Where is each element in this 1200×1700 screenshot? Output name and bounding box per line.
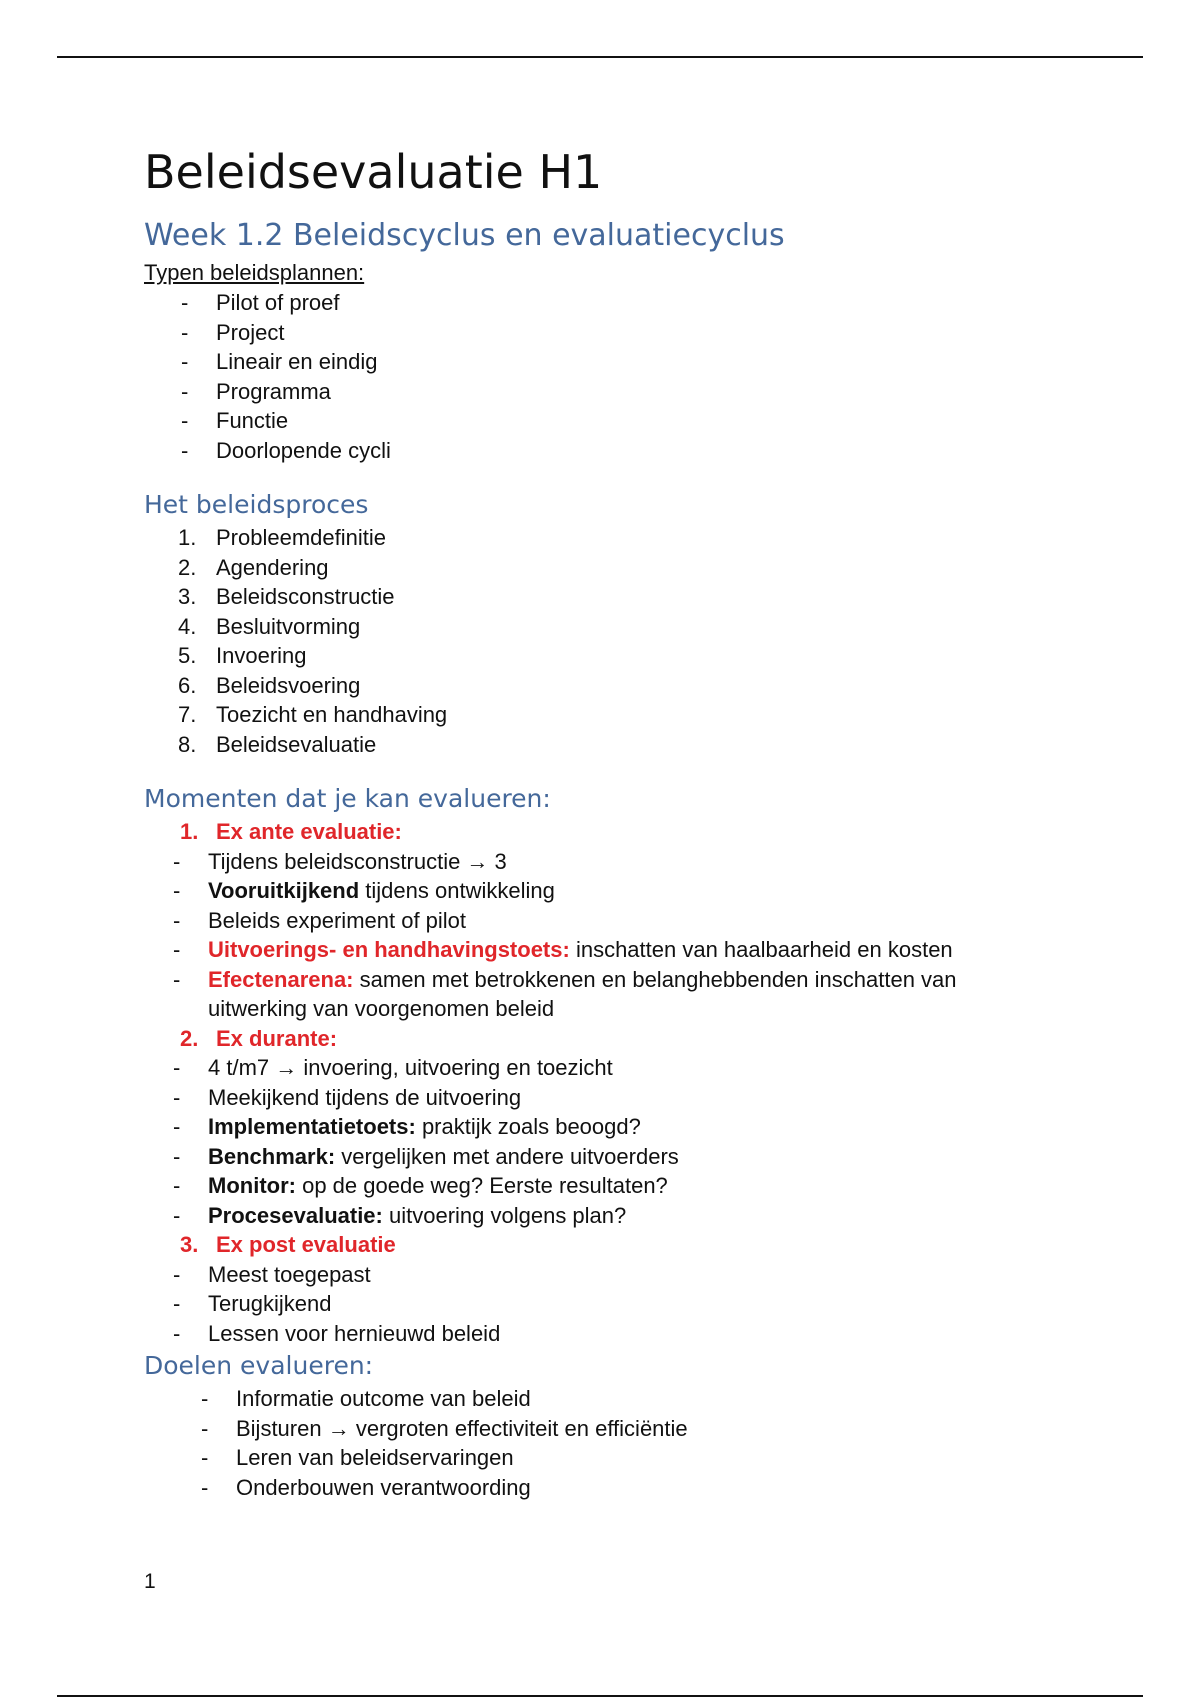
list-number: 8. — [178, 731, 197, 757]
list-number: 5. — [178, 643, 197, 668]
list-item: - Bijsturen → vergroten effectiviteit en efficiëntie — [144, 1414, 1044, 1444]
section-heading-momenten: Momenten dat je kan evalueren: — [144, 784, 551, 813]
subheading-typen: Typen beleidsplannen: — [144, 260, 365, 285]
ex-ante-heading — [144, 817, 1044, 847]
document-title: Beleidsevaluatie H1 — [144, 145, 603, 199]
list-text: Beleidsvoering — [216, 672, 361, 698]
list-text: samen met betrokkenen en belanghebbenden inschatten van uitwerking van voorgenomen beleid — [208, 966, 957, 1021]
list-item — [144, 965, 1028, 1024]
list-item: - Lineair en eindig — [144, 347, 1044, 377]
list-text: praktijk zoals beoogd? — [415, 1114, 641, 1139]
bold-term: Benchmark: — [208, 1143, 336, 1169]
list-item — [144, 582, 1044, 612]
typen-list — [144, 288, 1044, 465]
list-text: Besluitvorming — [216, 613, 361, 639]
list-text: uitvoering volgens plan? — [382, 1202, 627, 1228]
list-number: 6. — [178, 672, 197, 698]
list-item: - Tijdens beleidsconstructie → 3 — [144, 847, 1044, 877]
list-item: - Leren van beleidservaringen — [144, 1443, 1044, 1473]
red-term: Uitvoerings- en handhavingstoets: — [208, 937, 570, 962]
list-item — [144, 553, 1044, 583]
bold-term: Vooruitkijkend — [208, 878, 360, 903]
list-number: 7. — [178, 702, 197, 727]
list-number: 3. — [178, 584, 197, 609]
list-number: 2. — [180, 1025, 199, 1051]
bold-term: Monitor: — [208, 1173, 296, 1198]
list-text: Toezicht en handhaving — [216, 702, 448, 727]
ex-ante-title: Ex ante evaluatie: — [216, 819, 402, 844]
bold-term: Procesevaluatie: — [208, 1202, 383, 1228]
list-item — [144, 1112, 1044, 1142]
list-item — [144, 1171, 1044, 1201]
red-term: Efectenarena: — [208, 966, 354, 992]
list-item: - Lessen voor hernieuwd beleid — [144, 1319, 1044, 1349]
list-text: Beleidsconstructie — [216, 584, 395, 609]
list-item: - Doorlopende cycli — [144, 436, 1044, 466]
list-text: Invoering — [216, 643, 307, 668]
section-heading-week: Week 1.2 Beleidscyclus en evaluatiecyclus — [144, 218, 785, 253]
bold-term: Implementatietoets: — [208, 1114, 416, 1139]
list-text: tijdens ontwikkeling — [359, 878, 555, 903]
list-item — [144, 671, 1044, 701]
ex-post-title: Ex post evaluatie — [216, 1232, 396, 1257]
list-item — [144, 1201, 1044, 1231]
section-heading-beleidsproces: Het beleidsproces — [144, 490, 369, 519]
list-item — [144, 612, 1044, 642]
list-text: Beleidsevaluatie — [216, 731, 377, 757]
ex-durante-title: Ex durante: — [216, 1025, 338, 1051]
list-number: 2. — [178, 554, 197, 580]
ex-durante-heading — [144, 1024, 1044, 1054]
list-item: - Beleids experiment of pilot — [144, 906, 1044, 936]
list-item — [144, 700, 1044, 730]
list-number: 1. — [178, 525, 197, 550]
list-item: - Functie — [144, 406, 1044, 436]
ex-post-list — [144, 1260, 1044, 1349]
ex-ante-list — [144, 847, 1044, 1024]
ex-durante-list — [144, 1053, 1044, 1230]
list-item: - Pilot of proef — [144, 288, 1044, 318]
list-text: vergelijken met andere uitvoerders — [335, 1143, 679, 1169]
list-item — [144, 935, 1044, 965]
beleidsproces-list — [144, 523, 1044, 759]
ex-post-heading — [144, 1230, 1044, 1260]
doelen-list — [144, 1384, 1044, 1502]
list-item — [144, 730, 1044, 760]
list-item: - Meekijkend tijdens de uitvoering — [144, 1083, 1044, 1113]
list-number: 4. — [178, 613, 197, 639]
list-text: Probleemdefinitie — [216, 525, 386, 550]
list-item: - 4 t/m7 → invoering, uitvoering en toezicht — [144, 1053, 1044, 1083]
list-item: - Informatie outcome van beleid — [144, 1384, 1044, 1414]
list-text: inschatten van haalbaarheid en kosten — [569, 937, 953, 962]
list-text: op de goede weg? Eerste resultaten? — [295, 1173, 668, 1198]
section-heading-doelen: Doelen evalueren: — [144, 1351, 374, 1380]
list-item: - Programma — [144, 377, 1044, 407]
footer-rule — [57, 1695, 1143, 1697]
list-item: - Terugkijkend — [144, 1289, 1044, 1319]
list-number: 1. — [180, 819, 199, 844]
list-item — [144, 641, 1044, 671]
header-rule — [57, 56, 1143, 58]
list-item: - Project — [144, 318, 1044, 348]
list-number: 3. — [180, 1232, 199, 1257]
list-item: - Meest toegepast — [144, 1260, 1044, 1290]
list-item: - Onderbouwen verantwoording — [144, 1473, 1044, 1503]
document-body — [144, 140, 1044, 1502]
list-item — [144, 876, 1044, 906]
list-text: Agendering — [216, 554, 329, 580]
list-item — [144, 523, 1044, 553]
page-number: 1 — [144, 1570, 156, 1593]
list-item — [144, 1142, 1044, 1172]
